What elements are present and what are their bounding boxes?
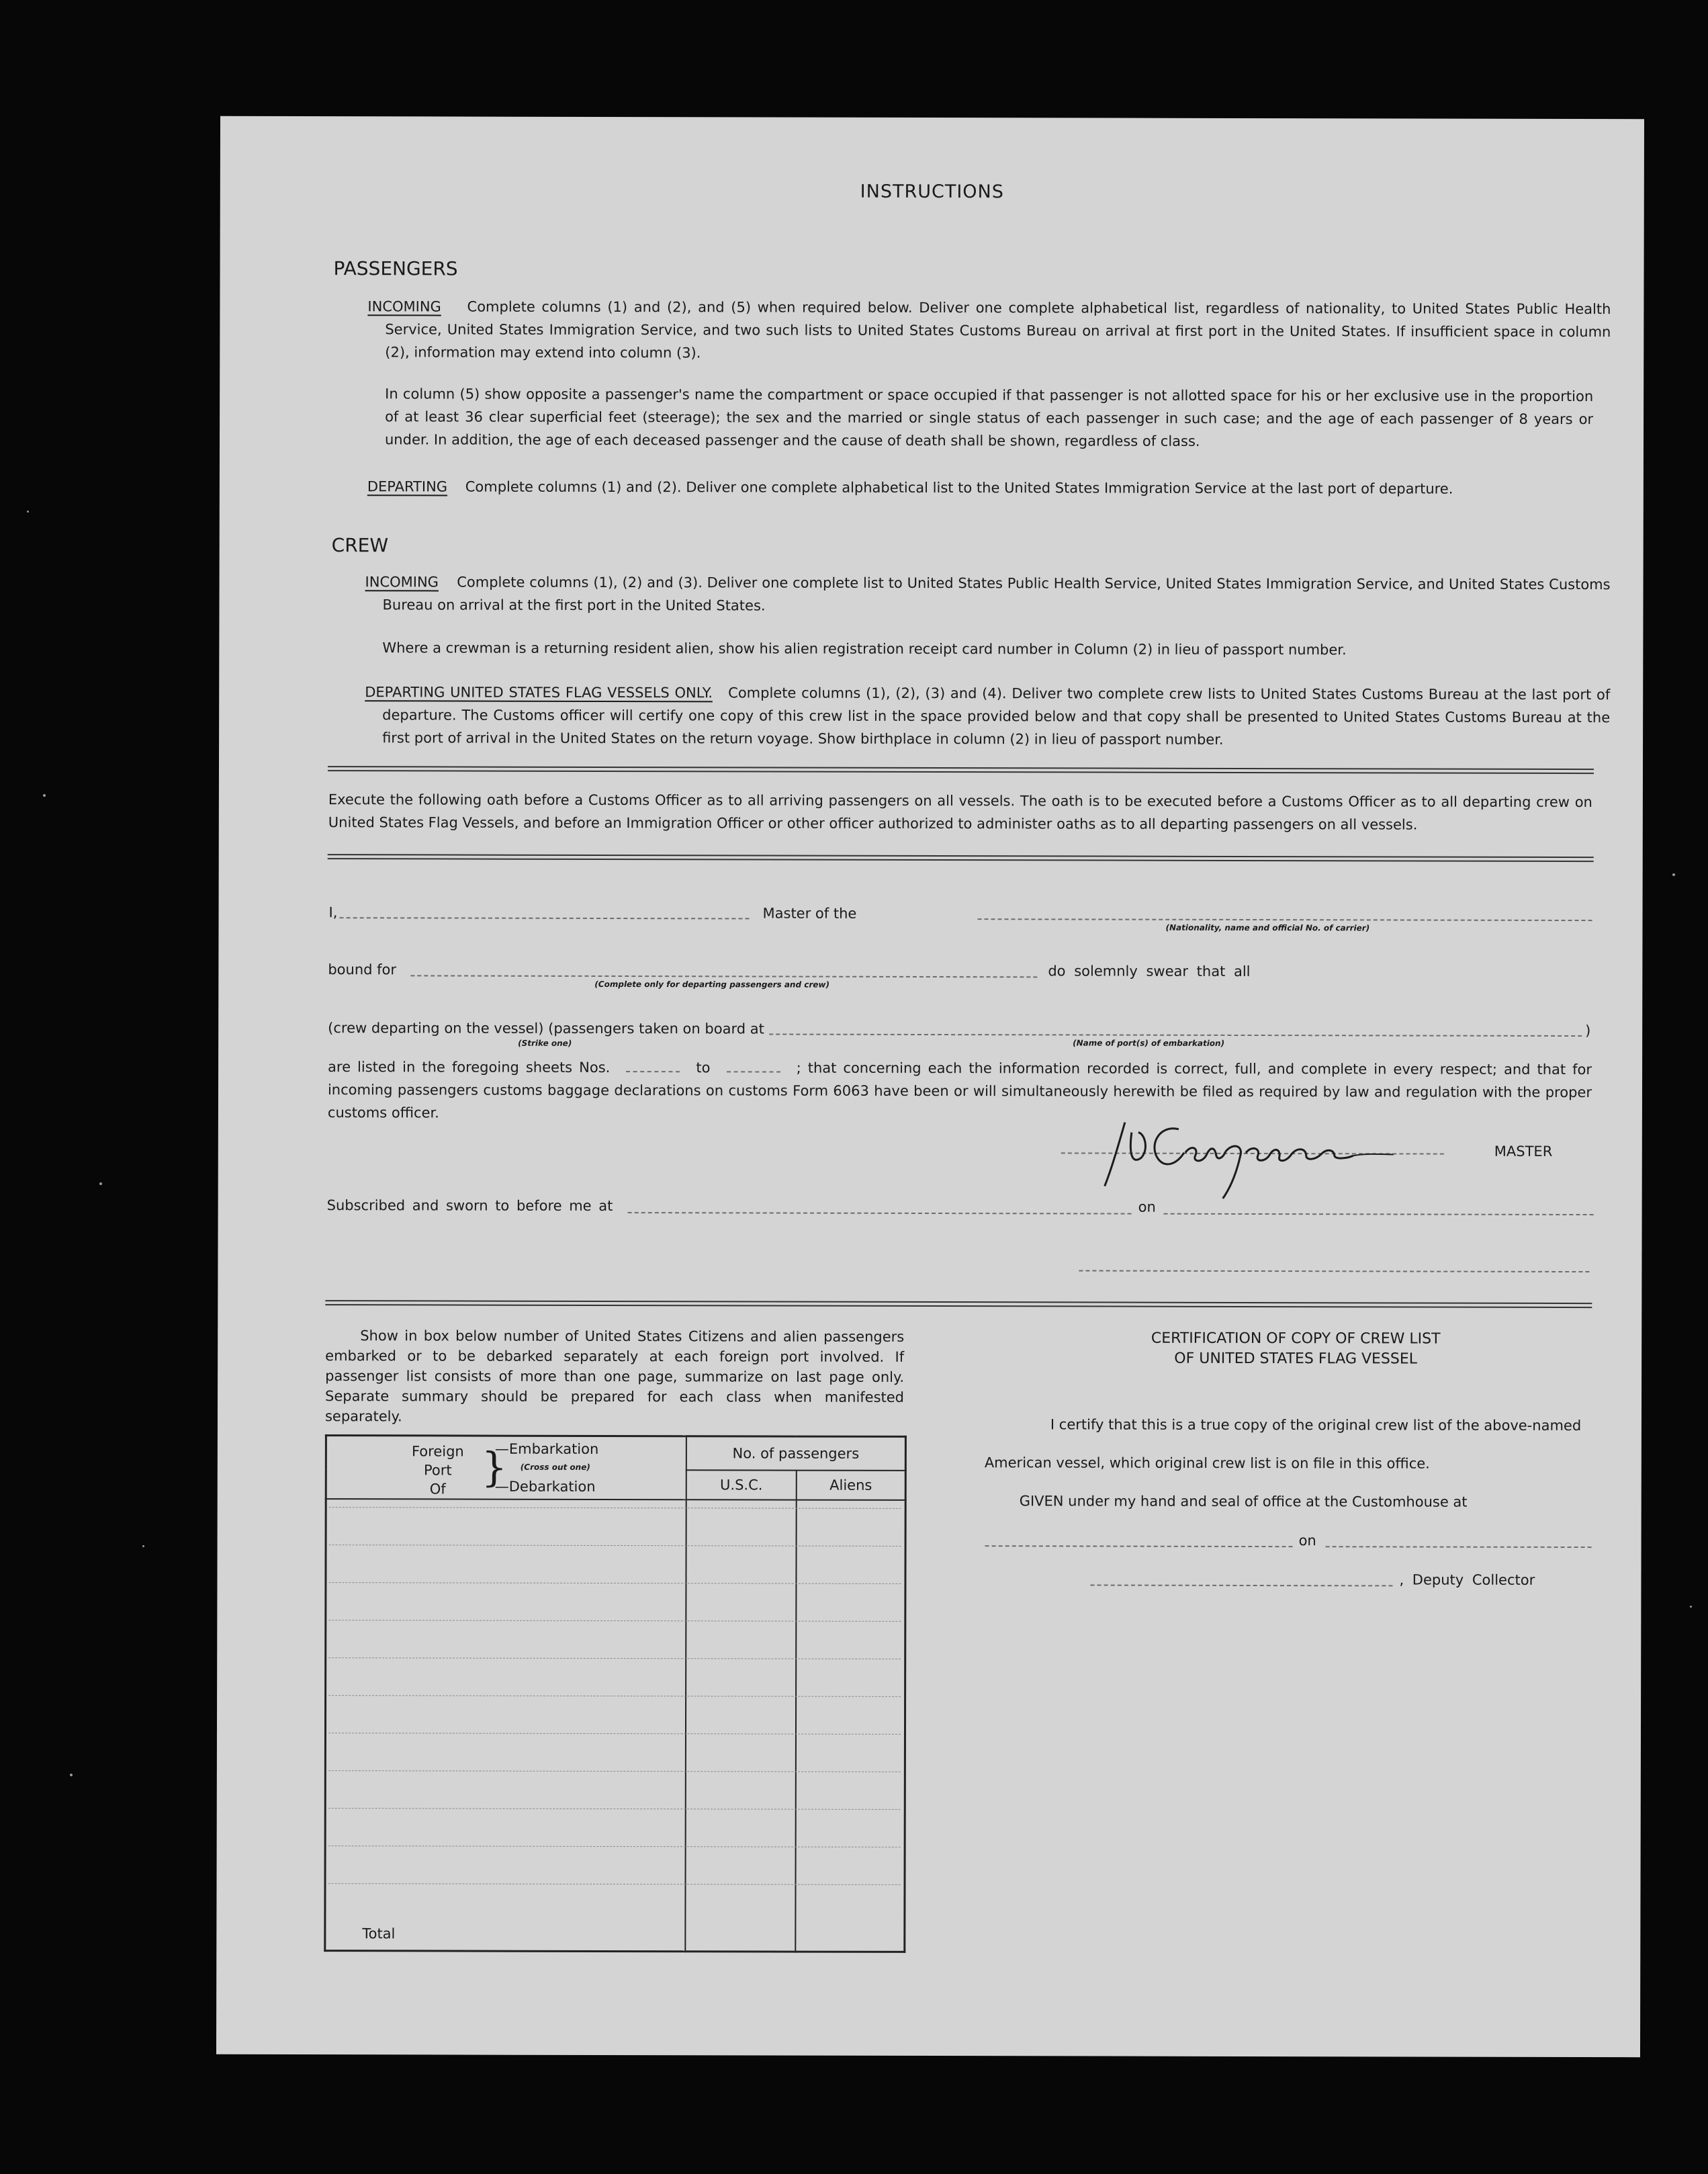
subscribed-label: Subscribed and sworn to before me at (326, 1197, 613, 1215)
sworn-date-field[interactable] (1164, 1213, 1594, 1215)
sworn-place-field[interactable] (628, 1212, 1132, 1215)
crew-heading: CREW (331, 534, 389, 557)
listed-paragraph (328, 1055, 1592, 1127)
port-header (326, 1436, 686, 1500)
embarkation-hint: (Name of port(s) of embarkation) (1073, 1038, 1225, 1048)
certification-date-field[interactable] (1326, 1546, 1592, 1548)
scan-speck (1690, 1606, 1692, 1608)
scan-speck (27, 511, 29, 513)
sheet-to-field[interactable] (727, 1071, 780, 1072)
passengers-departing-text: Complete columns (1) and (2). Deliver one complete alphabetical list to the United States Immigration Service at the last port of departure. (465, 478, 1453, 497)
cross-out-hint: (Cross out one) (520, 1462, 590, 1472)
crew-incoming-label: INCOMING (365, 574, 439, 591)
deputy-collector-field[interactable] (1090, 1585, 1392, 1587)
officer-signature-field[interactable] (1079, 1270, 1589, 1272)
sheet-from-field[interactable] (626, 1071, 680, 1072)
deputy-collector-label: , Deputy Collector (1399, 1571, 1535, 1588)
close-paren: ) (1585, 1023, 1591, 1039)
passengers-departing-paragraph (367, 475, 1597, 501)
foreign-label: Foreign (411, 1443, 464, 1460)
carrier-field[interactable] (978, 918, 1592, 921)
oath-i-label: I, (328, 904, 338, 921)
usc-header: U.S.C. (686, 1470, 797, 1500)
certification-title-line2: OF UNITED STATES FLAG VESSEL (1174, 1350, 1418, 1368)
customhouse-field[interactable] (985, 1545, 1293, 1547)
crew-incoming-text: Complete columns (1), (2) and (3). Deliver one complete list to United States Public Health Service, United States Immigration Service, and United States Customs Bureau on arrival at the first port in the United States. (382, 574, 1611, 614)
certification-line2: American vessel, which original crew list is on file in this office. (984, 1454, 1430, 1472)
scan-speck (70, 1774, 73, 1776)
summary-intro: Show in box below number of United States Citizens and alien passengers embarked or to be debarked separately at each foreign port involved. If passenger list consists of more than one page, summarize on last page only. Separate summary should be prepared for each class when manifested separately. (324, 1328, 905, 1425)
crew-departing-label: (crew departing on the vessel) (passengers taken on board at (328, 1020, 764, 1037)
master-name-field[interactable] (340, 917, 750, 919)
certification-line1: I certify that this is a true copy of the original crew list of the above-named (1050, 1416, 1582, 1434)
listed-text: ; that concerning each the information recorded is correct, full, and complete in every respect; and that for incoming passengers customs baggage declarations on customs Form 6063 have been or will simultaneously herewith be filed as required by law and regulation with the proper customs officer. (327, 1059, 1592, 1121)
scan-speck (43, 794, 46, 797)
bound-for-field[interactable] (410, 975, 1037, 977)
crew-departing-text: Complete columns (1), (2), (3) and (4). Deliver two complete crew lists to United States Customs Bureau at the last port of departure. The Customs officer will certify one copy of this crew list in the space provided below and that copy shall be presented to United States Customs Bureau at the first port of arrival in the United States on the return voyage. Show birthplace in column (2) in lieu of passport number. (382, 685, 1611, 748)
crew-returning-paragraph: Where a crewman is a returning resident alien, show his alien registration receipt card number in Column (2) in lieu of passport number. (382, 640, 1347, 658)
scan-speck (99, 1182, 102, 1185)
passenger-summary-table (324, 1434, 907, 1953)
bound-for-label: bound for (328, 961, 397, 978)
summary-row-lines (220, 116, 1644, 119)
aliens-header: Aliens (797, 1470, 906, 1500)
passengers-heading: PASSENGERS (333, 257, 458, 280)
master-of-the-label: Master of the (762, 905, 857, 922)
certification-line3: GIVEN under my hand and seal of office at the Customhouse at (1019, 1493, 1468, 1510)
passengers-departing-label: DEPARTING (367, 478, 448, 495)
scan-speck (142, 1545, 144, 1547)
carrier-hint: (Nationality, name and official No. of carrier) (1165, 922, 1370, 933)
master-signature (1085, 1105, 1400, 1207)
no-of-passengers-header: No. of passengers (686, 1436, 906, 1471)
of-label: Of (429, 1481, 446, 1497)
section-divider (328, 854, 1594, 862)
certification-title-line1: CERTIFICATION OF COPY OF CREW LIST (1151, 1330, 1441, 1348)
form-sheet (216, 116, 1644, 2057)
section-divider (328, 766, 1594, 774)
summary-total-label: Total (362, 1925, 396, 1942)
instructions-title: INSTRUCTIONS (860, 181, 1004, 203)
bound-for-hint: (Complete only for departing passengers and crew) (594, 979, 830, 990)
embarkation-label[interactable]: —Embarkation (494, 1440, 599, 1457)
swear-label: do solemnly swear that all (1048, 963, 1251, 980)
listed-prefix: are listed in the foregoing sheets Nos. (328, 1059, 611, 1076)
crew-incoming-paragraph (365, 570, 1610, 619)
passengers-incoming-label: INCOMING (367, 298, 441, 315)
strike-one-hint: (Strike one) (518, 1038, 572, 1048)
sworn-on-label: on (1138, 1199, 1156, 1215)
crew-departing-label: DEPARTING UNITED STATES FLAG VESSELS ONLY. (365, 684, 713, 701)
section-divider (325, 1300, 1592, 1308)
scan-speck (1672, 873, 1675, 876)
certification-title (1094, 1329, 1497, 1370)
passengers-incoming-text: Complete columns (1) and (2), and (5) when required below. Deliver one complete alphabetical list, regardless of nationality, to United States Public Health Service, United States Immigration Service, and two such lists to United States Customs Bureau on arrival at first port in the United States. If insufficient space in column (2), information may extend into column (3). (385, 298, 1611, 361)
oath-note: Execute the following oath before a Customs Officer as to all arriving passengers on all vessels. The oath is to be executed before a Customs Officer as to all departing crew on United States Flag Vessels, and before an Immigration Officer or other officer authorized to administer oaths as to all departing passengers on all vessels. (328, 791, 1592, 833)
passengers-incoming-paragraph (367, 295, 1611, 366)
listed-to: to (696, 1059, 711, 1076)
certification-on-label: on (1298, 1532, 1316, 1549)
master-label: MASTER (1494, 1143, 1553, 1160)
brace-icon: } (481, 1444, 508, 1491)
embarkation-port-field[interactable] (769, 1033, 1582, 1037)
port-label: Port (423, 1462, 452, 1479)
debarkation-label[interactable]: —Debarkation (494, 1478, 596, 1495)
crew-departing-paragraph (365, 681, 1610, 752)
passengers-column5-paragraph: In column (5) show opposite a passenger's name the compartment or space occupied if that passenger is not allotted space for his or her exclusive use in the proportion of at least 36 clear superficial feet (steerage); the sex and the married or single status of each passenger in such case; and the age of each passenger of 8 years or under. In addition, the age of each deceased passenger and the cause of death shall be shown, regardless of class. (384, 386, 1594, 449)
